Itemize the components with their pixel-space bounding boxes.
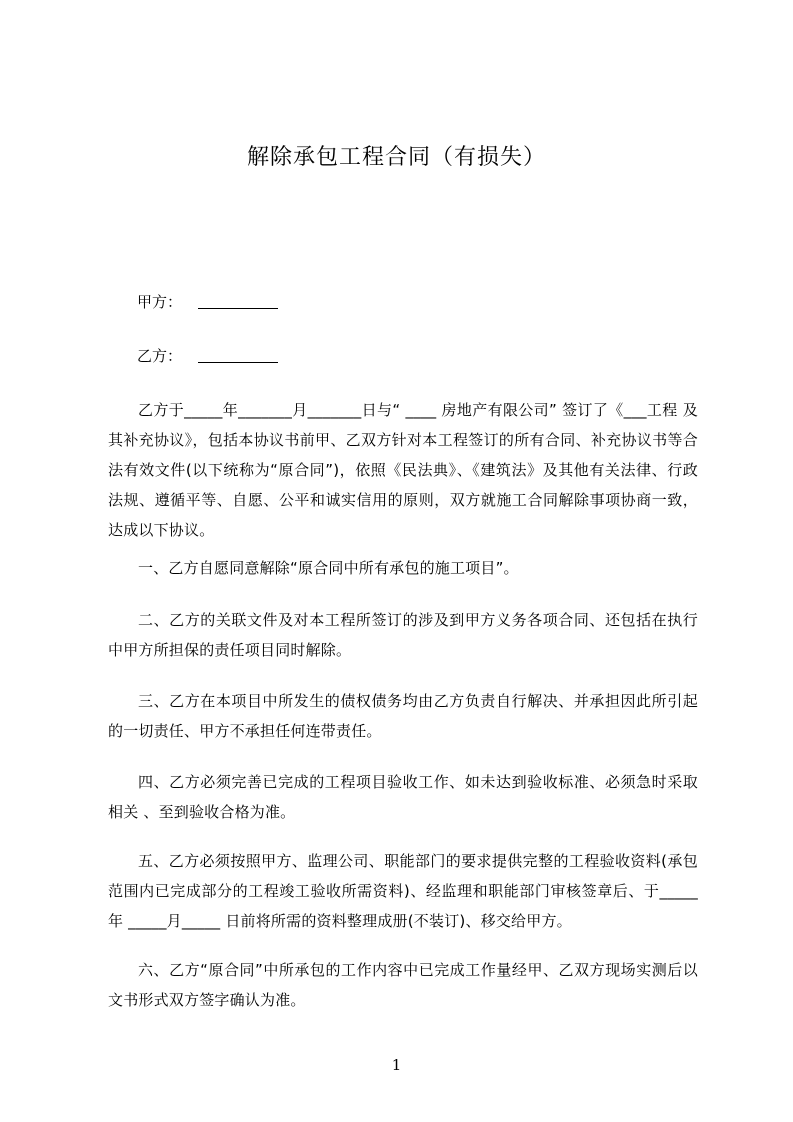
party-b-field (137, 345, 278, 366)
clause-3: 三、乙方在本项目中所发生的债权债务均由乙方负责自行解决、并承担因此所引起的一切责任、甲方不承担任何连带责任。 (108, 692, 698, 740)
clause-6: 六、乙方“原合同”中所承包的工作内容中已完成工作量经甲、乙双方现场实测后以文书形式双方签字确认为准。 (108, 961, 698, 1009)
document-title: 解除承包工程合同（有损失） (246, 145, 546, 170)
party-a-blank-line (198, 294, 278, 309)
page-number: 1 (391, 1056, 402, 1074)
party-b-blank-line (198, 348, 278, 363)
preamble-paragraph: 乙方于_____年_______月_______日与“ ____ 房地产有限公司” 签订了《___工程 及其补充协议》，包括本协议书前甲、乙双方针对本工程签订的所有合同、补充协议书等合法有效文件(以下统称为“原合同”)，依照《民法典》、《建筑法》及其他有关法律、行政法规、遵循平等、自愿、公平和诚实信用的原则，双方就施工合同解除事项协商一致，达成以下协议。 (108, 401, 698, 539)
clause-5: 五、乙方必须按照甲方、监理公司、职能部门的要求提供完整的工程验收资料(承包范围内已完成部分的工程竣工验收所需资料)、经监理和职能部门审核签章后、于_____ 年 _____月_____ 日前将所需的资料整理成册(不装订)、移交给甲方。 (108, 852, 698, 930)
party-a-field (137, 291, 278, 312)
clause-4: 四、乙方必须完善已完成的工程项目验收工作、如未达到验收标准、必须急时采取相关 、至到验收合格为准。 (108, 773, 698, 821)
party-b-label: 乙方： (137, 347, 183, 365)
clause-2: 二、乙方的关联文件及对本工程所签订的涉及到甲方义务各项合同、还包括在执行中甲方所担保的责任项目同时解除。 (108, 611, 698, 659)
clause-1: 一、乙方自愿同意解除“原合同中所有承包的施工项目”。 (138, 559, 519, 577)
party-a-label: 甲方： (137, 293, 183, 311)
